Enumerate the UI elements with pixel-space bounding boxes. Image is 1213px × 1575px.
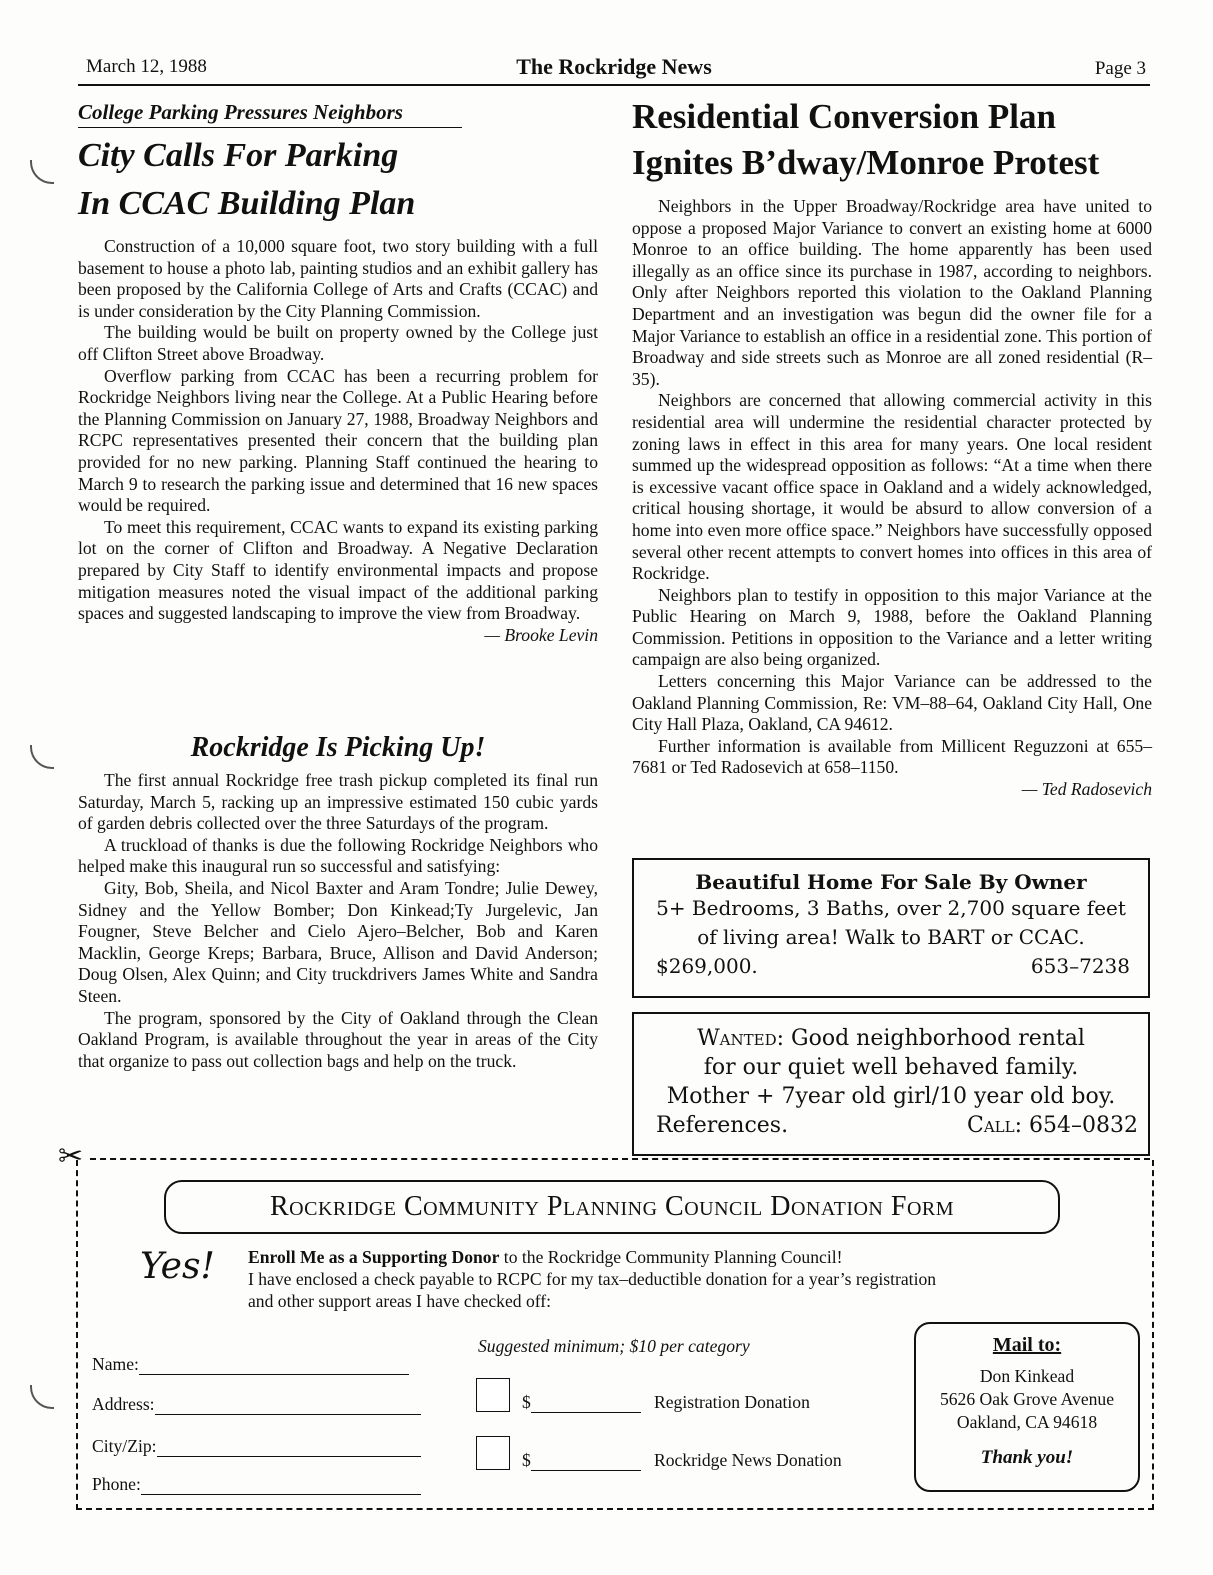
address-field[interactable] (92, 1394, 421, 1415)
cityzip-label: City/Zip: (92, 1436, 157, 1456)
ad-phone: 654–0832 (1029, 1113, 1138, 1138)
enroll-line: and other support areas I have checked off: (248, 1291, 552, 1311)
masthead (78, 52, 1150, 86)
article-kicker: College Parking Pressures Neighbors (78, 100, 462, 128)
suggested-minimum: Suggested minimum; $10 per category (478, 1336, 750, 1356)
article-headline (632, 94, 1152, 186)
registration-checkbox[interactable] (476, 1378, 510, 1412)
ad-line: for our quiet well behaved family. (703, 1055, 1079, 1080)
news-donation-checkbox[interactable] (476, 1436, 510, 1470)
registration-amount-line[interactable] (531, 1394, 641, 1413)
binder-hole-mark (30, 745, 54, 769)
ad-price: $269,000. (656, 954, 758, 978)
headline-line: City Calls For Parking (78, 137, 399, 174)
address-label: Address: (92, 1394, 155, 1414)
ad-wanted-label: Wanted: (697, 1026, 785, 1051)
ad-line: 5+ Bedrooms, 3 Baths, over 2,700 square feet (656, 896, 1126, 920)
enroll-rest: to the Rockridge Community Planning Council! (499, 1247, 843, 1267)
article-body (632, 196, 1152, 801)
article-headline: Rockridge Is Picking Up! (190, 732, 486, 763)
headline-line: Residential Conversion Plan (632, 97, 1056, 136)
paragraph: The program, sponsored by the City of Oakland through the Clean Oakland Program, is available throughout the year in areas of the City that organize to pass out collection bags and help on the truck. (78, 1007, 598, 1071)
ad-call-label: Call: (967, 1113, 1023, 1138)
option-registration-label: Registration Donation (654, 1392, 810, 1412)
ad-phone: 653–7238 (1030, 954, 1130, 978)
scissors-icon: ✂ (58, 1140, 84, 1173)
ad-title: Beautiful Home For Sale By Owner (695, 870, 1087, 894)
enroll-bold: Enroll Me as a Supporting Donor (248, 1247, 500, 1267)
news-donation-amount-line[interactable] (531, 1452, 641, 1471)
paragraph: A truckload of thanks is due the following Rockridge Neighbors who helped make this inaugural run so successful and satisfying: (78, 834, 598, 877)
registration-amount[interactable] (522, 1392, 641, 1413)
ad-price-row (634, 952, 1148, 981)
phone-field[interactable] (92, 1474, 421, 1495)
article-conversion (632, 94, 1152, 801)
address-input-line[interactable] (155, 1396, 421, 1415)
paragraph: Neighbors plan to testify in opposition to this major Variance at the Public Hearing on March 9, 1988, before the Oakland Planning Commission. Petitions in opposition to the Variance and a letter writing campaign are also being organized. (632, 584, 1152, 670)
ad-line (634, 1024, 1148, 1053)
donation-form (76, 1160, 1154, 1510)
article-body (78, 770, 598, 1072)
ad-line: of living area! Walk to BART or CCAC. (697, 925, 1085, 949)
enroll-text (248, 1246, 1108, 1312)
yes-script: Yes! (140, 1246, 215, 1287)
article-headline (78, 132, 598, 228)
ad-home-for-sale (632, 858, 1150, 998)
binder-hole-mark (30, 1385, 54, 1409)
article-trash-pickup (78, 732, 598, 1072)
phone-label: Phone: (92, 1474, 141, 1494)
paragraph: Letters concerning this Major Variance can be addressed to the Oakland Planning Commission, Re: VM–88–64, Oakland City Hall, One City Hall Plaza, Oakland, CA 94612. (632, 671, 1152, 735)
name-field[interactable] (92, 1354, 409, 1375)
form-title (164, 1180, 1060, 1234)
ad-line: Mother + 7year old girl/10 year old boy. (666, 1084, 1116, 1109)
ad-line-text: Good neighborhood rental (791, 1026, 1085, 1051)
enroll-line (248, 1246, 1108, 1268)
paragraph: Neighbors in the Upper Broadway/Rockridge area have united to oppose a proposed Major Variance to convert an existing home at 6000 Monroe to an office building. The home apparently has been used illegally as an office since its purchase in 1987, according to neighbors. Only after Neighbors reported this violation to the Oakland Planning Department and an investigation was begun did the owner file for a Major Variance to establish an office in a residential zone. This portion of Broadway and side streets such as Monroe are all zoned residential (R–35). (632, 196, 1152, 389)
form-title-text: Rockridge Community Planning Council Donation Form (269, 1191, 955, 1222)
paper-name: The Rockridge News (516, 54, 712, 79)
ad-references: References. (656, 1113, 789, 1138)
paragraph: Gity, Bob, Sheila, and Nicol Baxter and Aram Tondre; Julie Dewey, Sidney and the Yellow Bomber; Don Kinkead;Ty Jurgelevic, Jan Fougner, Steve Belcher and Cielo Ajero–Belcher, Bob and Karen Macklin, George Kreps; Barbara, Bruce, Allison and David Anderson; Doug Olsen, Alex Quinn; and City truckdrivers James White and Sandra Steen. (78, 877, 598, 1006)
ad-call (967, 1111, 1138, 1140)
ad-wanted-rental (632, 1012, 1150, 1156)
ad-contact-row (634, 1111, 1148, 1140)
mail-to-box (914, 1322, 1140, 1492)
headline-line: Ignites B’dway/Monroe Protest (632, 143, 1100, 182)
paragraph: The building would be built on property owned by the College just off Clifton Street above Broadway. (78, 322, 598, 364)
mail-to-heading: Mail to: (992, 1334, 1062, 1356)
thank-you: Thank you! (980, 1447, 1074, 1468)
name-input-line[interactable] (139, 1356, 409, 1375)
news-donation-amount[interactable] (522, 1450, 641, 1471)
paragraph: Overflow parking from CCAC has been a recurring problem for Rockridge Neighbors living near the College. At a Public Hearing before the Planning Commission on January 27, 1988, Broadway Neighbors and RCPC representatives presented their concern that the building plan provided for no new parking. Planning Staff continued the hearing to March 9 to research the parking issue and determined that 16 new spaces would be required. (78, 365, 598, 516)
paragraph: To meet this requirement, CCAC wants to expand its existing parking lot on the corner of Clifton and Broadway. A Negative Declaration prepared by City Staff to identify environmental impacts and propose mitigation measures noted the visual impact of the additional parking spaces and suggested landscaping to improve the view from Broadway. (78, 516, 598, 624)
dollar-sign: $ (522, 1392, 531, 1412)
issue-date: March 12, 1988 (86, 56, 207, 77)
byline: — Brooke Levin (484, 624, 598, 645)
paragraph: Neighbors are concerned that allowing commercial activity in this residential area will undermine the residential character protected by zoning laws in effect in this area for many years. One local resident summed up the widespread opposition as follows: “At a time when there is excessive vacant office space in Oakland and a widely acknowledged, critical housing shortage, it would be absurd to allow conversion of a home into even more office space.” Neighbors have successfully opposed several other recent attempts to convert homes into offices in this area of Rockridge. (632, 390, 1152, 584)
cityzip-input-line[interactable] (157, 1438, 421, 1457)
binder-hole-mark (30, 160, 54, 184)
mail-street: 5626 Oak Grove Avenue (939, 1389, 1115, 1409)
paragraph: Further information is available from Millicent Reguzzoni at 655–7681 or Ted Radosevich at 658–1150. (632, 735, 1152, 778)
enroll-line: I have enclosed a check payable to RCPC for my tax–deductible donation for a year’s registration (248, 1269, 937, 1289)
cityzip-field[interactable] (92, 1436, 421, 1457)
byline: — Ted Radosevich (1021, 779, 1152, 800)
article-parking (78, 100, 598, 646)
paragraph: The first annual Rockridge free trash pickup completed its final run Saturday, March 5, racking up an impressive estimated 150 cubic yards of garden debris collected over the three Saturdays of the program. (78, 770, 598, 834)
page-number: Page 3 (1094, 58, 1146, 79)
name-label: Name: (92, 1354, 139, 1374)
dollar-sign: $ (522, 1450, 531, 1470)
mail-name: Don Kinkead (979, 1366, 1075, 1386)
headline-line: In CCAC Building Plan (78, 185, 416, 222)
option-news-label: Rockridge News Donation (654, 1450, 842, 1470)
mail-city: Oakland, CA 94618 (956, 1412, 1098, 1432)
article-body (78, 236, 598, 646)
paragraph: Construction of a 10,000 square foot, two story building with a full basement to house a photo lab, painting studios and an exhibit gallery has been proposed by the California College of Arts and Crafts (CCAC) and is under consideration by the City Planning Commission. (78, 236, 598, 321)
phone-input-line[interactable] (141, 1476, 421, 1495)
